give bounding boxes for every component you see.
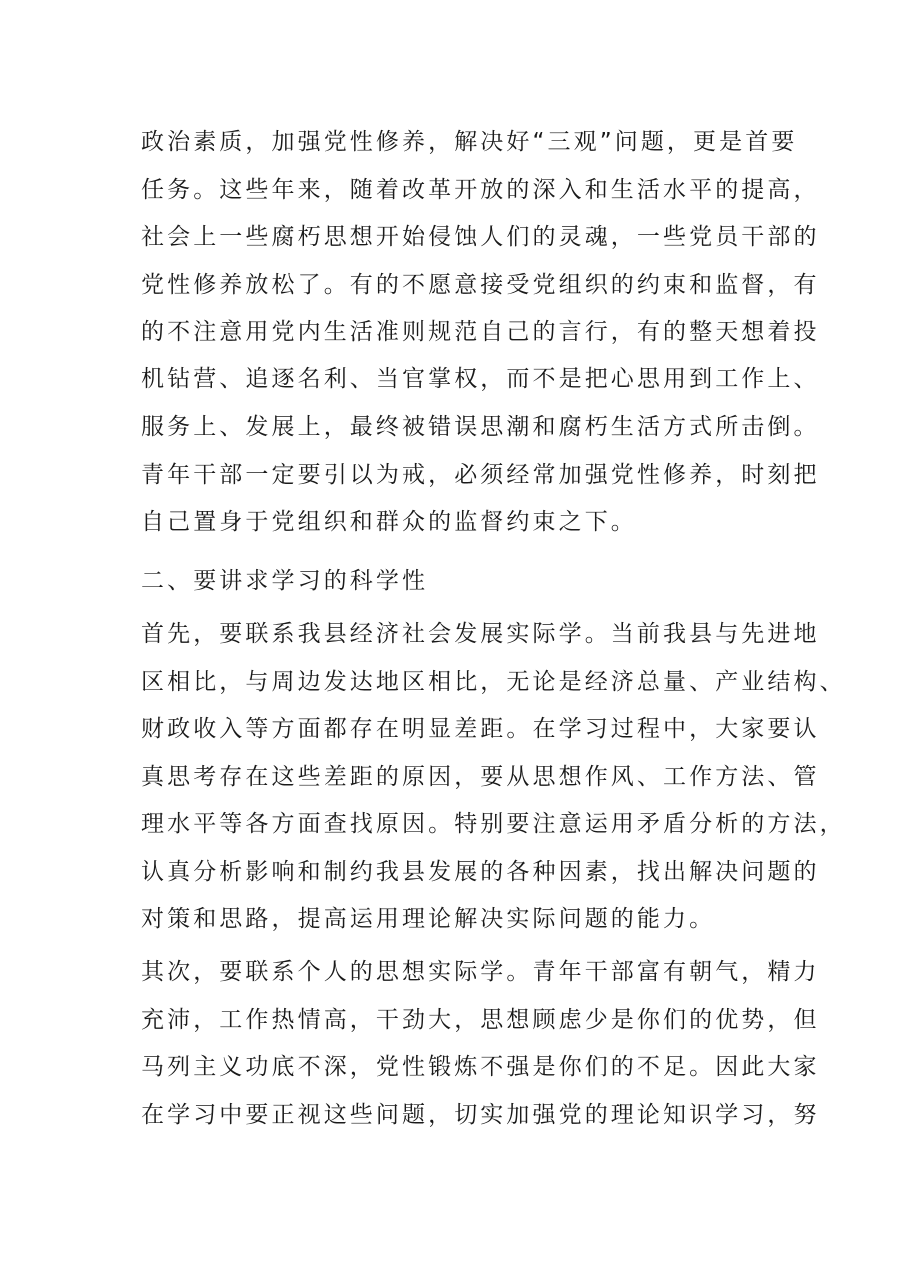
text-line: 其次，要联系个人的思想实际学。青年干部富有朝气，精力 (141, 959, 820, 985)
text-line: 理水平等各方面查找原因。特别要注意运用矛盾分析的方法， (141, 811, 846, 837)
section-heading: 二、要讲求学习的科学性 (141, 568, 429, 594)
text-line: 的不注意用党内生活准则规范自己的言行，有的整天想着投 (141, 319, 820, 345)
text-line: 服务上、发展上，最终被错误思潮和腐朽生活方式所击倒。 (141, 414, 820, 440)
text-line: 任务。这些年来，随着改革开放的深入和生活水平的提高， (141, 177, 820, 203)
text-line: 首先，要联系我县经济社会发展实际学。当前我县与先进地 (141, 621, 820, 647)
text-line: 充沛，工作热情高，干劲大，思想顾虑少是你们的优势，但 (141, 1007, 820, 1033)
text-line: 社会上一些腐朽思想开始侵蚀人们的灵魂，一些党员干部的 (141, 224, 820, 250)
text-line: 区相比，与周边发达地区相比，无论是经济总量、产业结构、 (141, 669, 846, 695)
text-line: 财政收入等方面都存在明显差距。在学习过程中，大家要认 (141, 716, 820, 742)
text-line: 党性修养放松了。有的不愿意接受党组织的约束和监督，有 (141, 272, 820, 298)
text-line: 认真分析影响和制约我县发展的各种因素，找出解决问题的 (141, 859, 820, 885)
text-line: 青年干部一定要引以为戒，必须经常加强党性修养，时刻把 (141, 462, 820, 488)
text-line: 机钻营、追逐名利、当官掌权，而不是把心思用到工作上、 (141, 366, 820, 392)
text-line: 政治素质，加强党性修养，解决好“三观”问题，更是首要 (141, 129, 798, 155)
text-line: 真思考存在这些差距的原因，要从思想作风、工作方法、管 (141, 764, 820, 790)
text-line: 马列主义功底不深，党性锻炼不强是你们的不足。因此大家 (141, 1054, 820, 1080)
text-line: 自己置身于党组织和群众的监督约束之下。 (141, 509, 637, 535)
text-line: 在学习中要正视这些问题，切实加强党的理论知识学习，努 (141, 1102, 820, 1128)
text-line: 对策和思路，提高运用理论解决实际问题的能力。 (141, 906, 716, 932)
